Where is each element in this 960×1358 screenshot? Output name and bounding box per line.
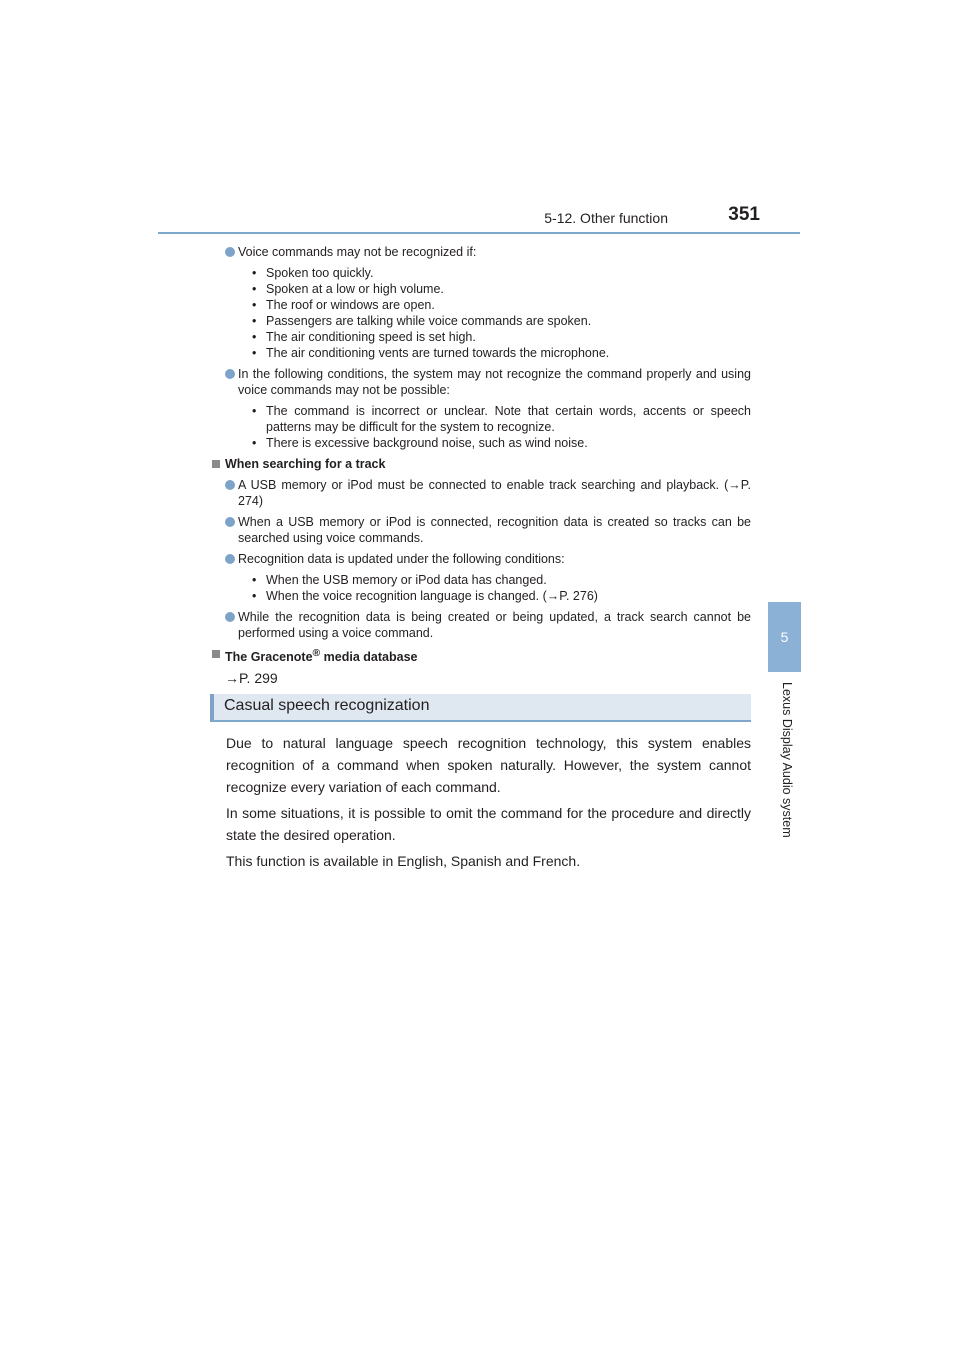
list-item: • The roof or windows are open.	[252, 298, 435, 312]
bullet-dot-icon	[225, 369, 235, 379]
list-item-text: When the USB memory or iPod data has changed.	[266, 573, 547, 587]
track-bullet	[210, 609, 751, 641]
gracenote-heading	[210, 646, 751, 665]
bullet-dot-icon	[225, 554, 235, 564]
list-item: • The air conditioning vents are turned towards the microphone.	[252, 346, 610, 360]
list-item: • Passengers are talking while voice commands are spoken.	[252, 314, 592, 328]
page-content	[210, 244, 751, 876]
list-item: • The command is incorrect or unclear. Note that certain words, accents or speech patterns may be difficult for the system to recognize.	[252, 404, 751, 434]
square-bullet-icon	[212, 460, 220, 468]
paragraph: This function is available in English, Spanish and French.	[226, 853, 581, 870]
list-item: • There is excessive background noise, such as wind noise.	[252, 436, 588, 450]
bullet-text: Voice commands may not be recognized if:	[238, 245, 477, 259]
square-bullet-icon	[212, 650, 220, 658]
chapter-tab	[768, 602, 801, 672]
list-item-text: Spoken at a low or high volume.	[266, 282, 444, 296]
list-item-text: The command is incorrect or unclear. Note that certain words, accents or speech patterns may be difficult for the system to recognize.	[266, 404, 751, 434]
section-title: Casual speech recognization	[224, 697, 430, 715]
track-bullet	[210, 477, 751, 509]
bullet-text: Recognition data is updated under the following conditions:	[238, 552, 565, 566]
conditions-sublist	[210, 403, 751, 451]
list-item-text: The air conditioning vents are turned towards the microphone.	[266, 346, 610, 360]
list-item-text: The roof or windows are open.	[266, 298, 435, 312]
heading-text: media database	[320, 650, 418, 665]
list-item: • When the voice recognition language is changed. (→P. 276)	[252, 589, 598, 603]
page-number: 351	[728, 204, 760, 225]
page-reference: →P. 299	[225, 670, 278, 687]
bullet-dot-icon	[225, 247, 235, 257]
paragraph: Due to natural language speech recognition technology, this system enables recognition of a command when spoken naturally. However, the system cannot recognize every variation of each command.	[226, 735, 751, 796]
bullet-dot-icon	[225, 612, 235, 622]
bullet-text: In the following conditions, the system may not recognize the command properly and using voice commands may not be possible:	[238, 367, 751, 397]
list-item: • The air conditioning speed is set high.	[252, 330, 476, 344]
bullet-conditions	[210, 366, 751, 398]
title-underline	[214, 720, 751, 722]
registered-mark: ®	[312, 648, 321, 659]
bullet-dot-icon	[225, 480, 235, 490]
list-item-text: Spoken too quickly.	[266, 266, 374, 280]
track-bullet	[210, 514, 751, 546]
track-bullet	[210, 551, 751, 567]
list-item-text: When the voice recognition language is changed. (→P. 276)	[266, 589, 598, 603]
list-item: • Spoken too quickly.	[252, 266, 374, 280]
bullet-text: A USB memory or iPod must be connected to enable track searching and playback. (→P. 274)	[238, 478, 751, 508]
list-item: • Spoken at a low or high volume.	[252, 282, 444, 296]
chapter-number: 5	[780, 629, 789, 645]
list-item-text: There is excessive background noise, such as wind noise.	[266, 436, 588, 450]
header-rule	[158, 232, 800, 234]
paragraph: In some situations, it is possible to omit the command for the procedure and directly state the desired operation.	[226, 805, 751, 844]
list-item-text: Passengers are talking while voice commands are spoken.	[266, 314, 592, 328]
list-item-text: The air conditioning speed is set high.	[266, 330, 476, 344]
track-heading	[210, 456, 751, 472]
list-item: • When the USB memory or iPod data has changed.	[252, 573, 547, 587]
page-header	[158, 200, 800, 234]
bullet-text: While the recognition data is being created or being updated, a track search cannot be performed using a voice command.	[238, 610, 751, 640]
heading-text: When searching for a track	[225, 457, 386, 471]
section-title: 5-12. Other function	[544, 210, 668, 226]
bullet-text: When a USB memory or iPod is connected, recognition data is created so tracks can be searched using voice commands.	[238, 515, 751, 545]
bullet-dot-icon	[225, 517, 235, 527]
section-title-bar	[210, 694, 751, 722]
heading-text: The Gracenote	[225, 650, 313, 665]
update-sublist	[210, 572, 751, 604]
voice-sublist	[210, 265, 751, 361]
chapter-label: Lexus Display Audio system	[780, 682, 794, 838]
bullet-voice	[210, 244, 751, 260]
casual-body	[210, 732, 751, 872]
